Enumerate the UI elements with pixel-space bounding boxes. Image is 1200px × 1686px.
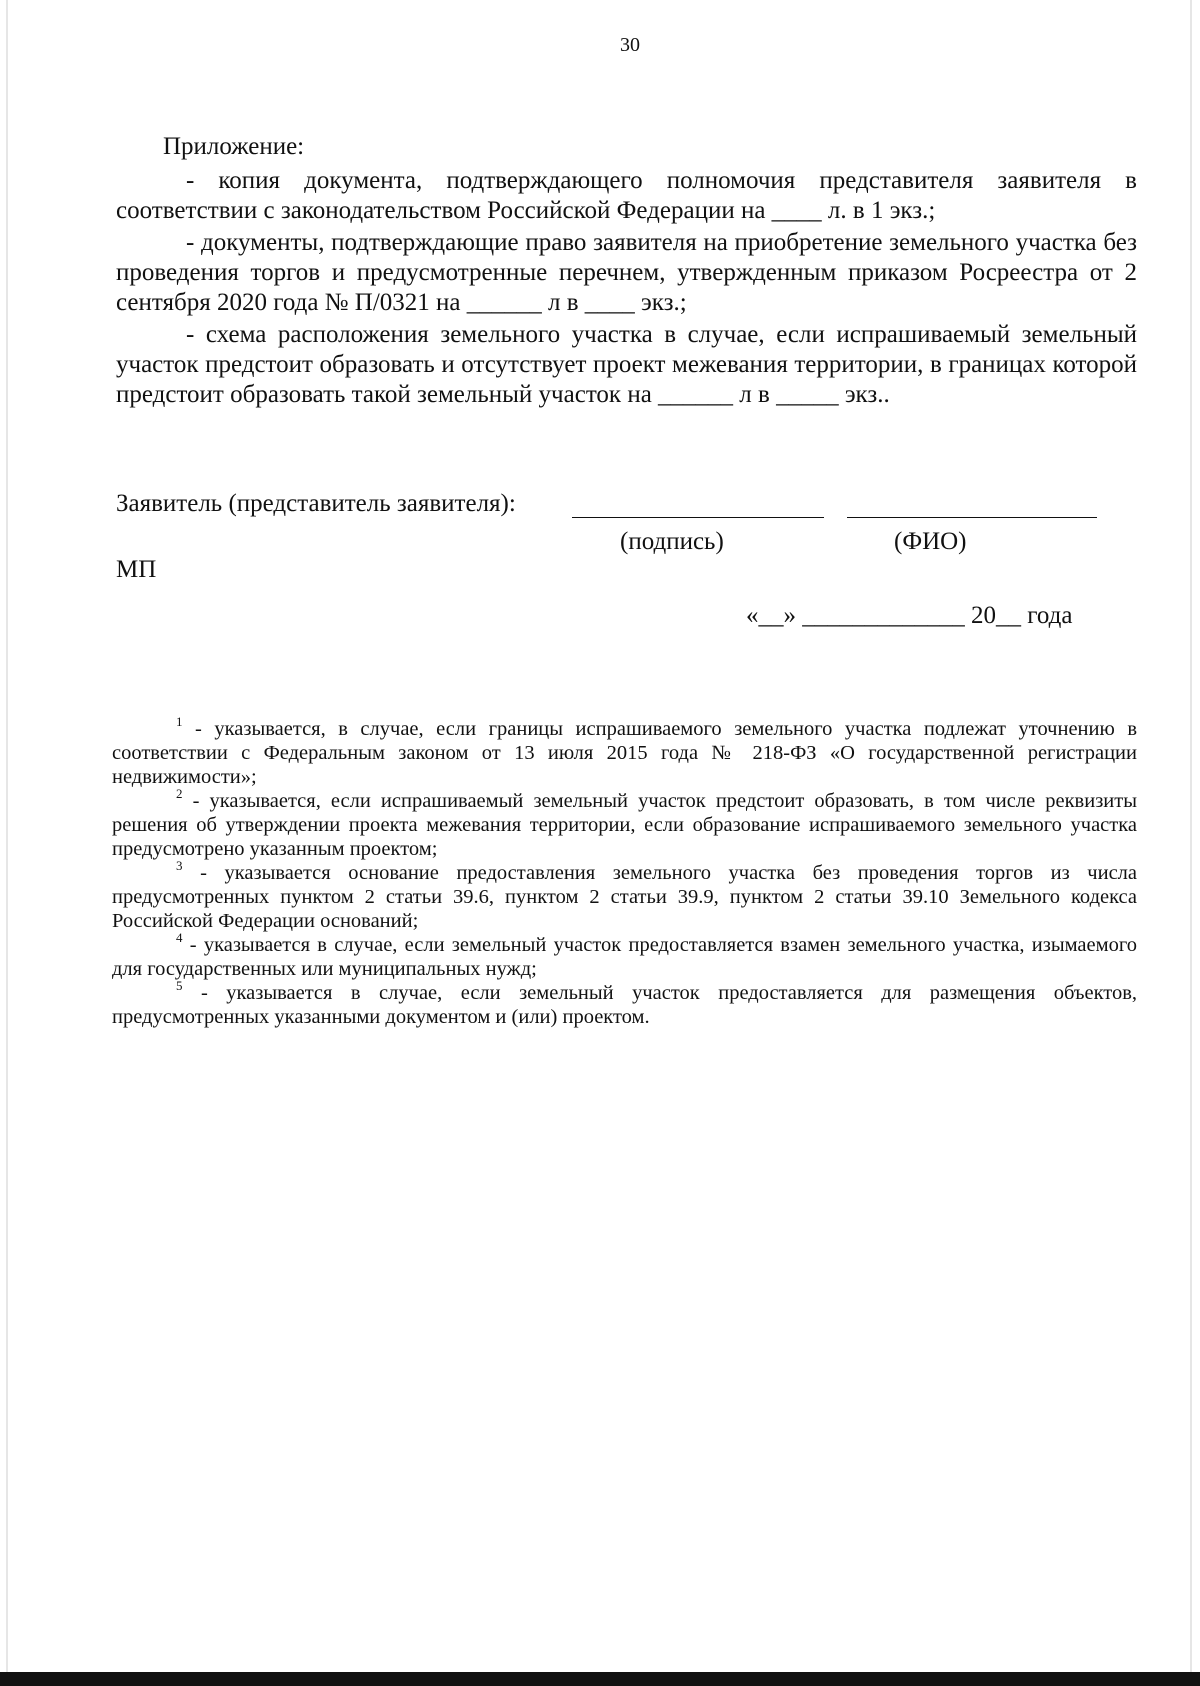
signature-caption: (подпись) bbox=[620, 528, 724, 555]
footnote-marker: 3 bbox=[176, 858, 183, 873]
attachment-item-land-rights-documents: - документы, подтверждающие право заявителя на приобретение земельного участка без проведения торгов и предусмотренные перечнем, утвержденным приказом Росреестра от 2 сентября 2020 года № П/0321 на ______ л в ____ экз.; bbox=[116, 229, 1137, 316]
footnote-marker: 4 bbox=[176, 930, 183, 945]
footnote-text: - указывается, если испрашиваемый земельный участок предстоит образовать, в том числе реквизиты решения об утверждении проекта межевания территории, если образование испрашиваемого земельного участка предусмотрено указанным проектом; bbox=[112, 790, 1138, 860]
attachment-item-land-plot-scheme: - схема расположения земельного участка в случае, если испрашиваемый земельный участок предстоит образовать и отсутствует проект межевания территории, в границах которой предстоит образовать такой земельный участок на ______ л в _____ экз.. bbox=[116, 321, 1137, 408]
footnote bbox=[112, 858, 1138, 933]
footnote bbox=[112, 714, 1138, 789]
footnote-marker: 2 bbox=[176, 786, 183, 801]
footnotes-section bbox=[112, 714, 1138, 1029]
footnote-marker: 5 bbox=[176, 978, 183, 993]
signature-block bbox=[116, 490, 1137, 650]
footnote-text: - указывается в случае, если земельный участок предоставляется взамен земельного участка, изымаемого для государственных или муниципальных нужд; bbox=[112, 934, 1138, 980]
attachment-heading: Приложение: bbox=[163, 133, 305, 160]
footnote-text: - указывается, в случае, если границы испрашиваемого земельного участка подлежат уточнению в соответствии с Федеральным законом от 13 июля 2015 года № 218-ФЗ «О государственной регистрации недвижимости»; bbox=[112, 718, 1138, 788]
scan-edge-right bbox=[1190, 0, 1192, 1686]
footnote bbox=[112, 930, 1138, 981]
footnote-text: - указывается основание предоставления земельного участка без проведения торгов из числа предусмотренных пунктом 2 статьи 39.6, пунктом 2 статьи 39.9, пунктом 2 статьи 39.10 Земельного кодекса Российской Федерации оснований; bbox=[112, 862, 1138, 932]
footnote bbox=[112, 786, 1138, 861]
footnote-text: - указывается в случае, если земельный участок предоставляется для размещения объектов, предусмотренных указанными документом и (или) проектом. bbox=[112, 982, 1138, 1028]
attachment-section bbox=[116, 132, 1137, 410]
stamp-placeholder: МП bbox=[116, 556, 157, 583]
scan-bottom-bar bbox=[0, 1672, 1200, 1686]
full-name-caption: (ФИО) bbox=[894, 528, 967, 555]
full-name-line bbox=[847, 517, 1097, 518]
scan-edge-left bbox=[6, 0, 8, 1686]
page-number: 30 bbox=[620, 34, 640, 56]
attachment-item-representative-authority: - копия документа, подтверждающего полномочия представителя заявителя в соответствии с законодательством Российской Федерации на ____ л. в 1 экз.; bbox=[116, 167, 1137, 224]
signature-line bbox=[572, 517, 824, 518]
date-line: «__» _____________ 20__ года bbox=[746, 602, 1073, 629]
applicant-label: Заявитель (представитель заявителя): bbox=[116, 490, 516, 517]
footnote-marker: 1 bbox=[176, 714, 183, 729]
footnote bbox=[112, 978, 1138, 1029]
